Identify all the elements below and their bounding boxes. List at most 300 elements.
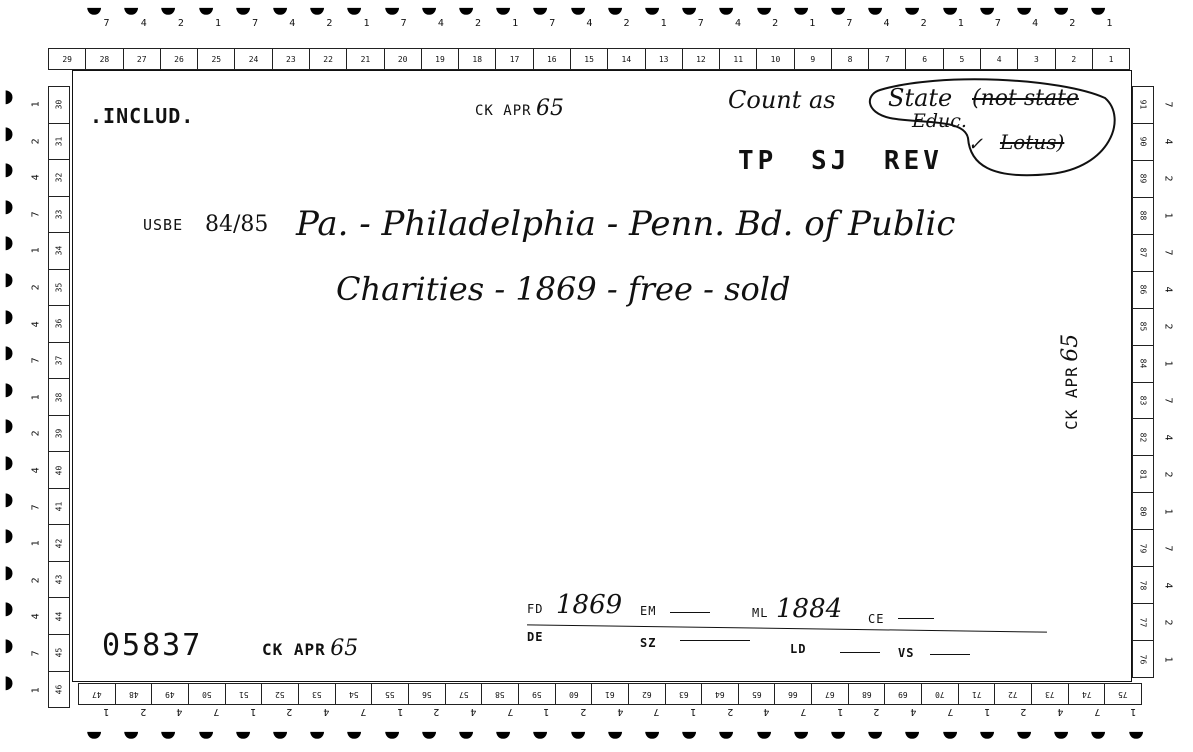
ck-stamp-top [475, 96, 564, 121]
bottom-code: 1 [837, 706, 844, 717]
bottom-number-cell [849, 683, 886, 705]
bottom-number-cell-label: 56 [421, 689, 432, 699]
top-notch-icon: ◗ [159, 6, 181, 16]
top-number-cell-label: 10 [770, 54, 781, 64]
top-code: 2 [772, 18, 779, 29]
top-notch-icon: ◗ [1089, 6, 1111, 16]
bottom-code: 7 [653, 706, 660, 717]
right-code: 1 [1162, 212, 1174, 219]
bottom-notch-icon: ◗ [270, 730, 292, 740]
bottom-number-cell-label: 55 [385, 689, 395, 699]
note-check: ✓ [968, 134, 984, 155]
top-notch-icon: ◗ [382, 6, 404, 16]
top-code: 1 [512, 18, 519, 29]
right-code: 2 [1162, 619, 1174, 626]
top-number-cell [646, 48, 683, 70]
ck-stamp-bottom-year: 65 [330, 636, 359, 661]
bottom-number-cell-label: 49 [165, 689, 175, 699]
sz-line [680, 640, 750, 641]
left-code: 1 [30, 540, 42, 547]
bottom-notch-icon: ◗ [382, 730, 404, 740]
left-number-cell-label: 39 [54, 428, 64, 439]
bottom-notch-icon: ◗ [679, 730, 701, 740]
top-number-cell [124, 48, 161, 70]
bottom-notch-icon: ◗ [493, 730, 515, 740]
top-notch-icon: ◗ [270, 6, 292, 16]
bottom-code: 7 [1093, 706, 1100, 717]
bottom-code: 1 [250, 706, 257, 717]
top-code: 4 [289, 18, 296, 29]
bottom-number-cell-label: 54 [348, 689, 359, 699]
top-number-cell-label: 2 [1071, 54, 1077, 64]
bottom-code: 1 [543, 706, 550, 717]
bottom-code: 7 [800, 706, 807, 717]
right-code: 2 [1162, 323, 1174, 330]
ce-label: CE [868, 612, 885, 626]
bottom-number-cell [959, 683, 996, 705]
left-notch-icon: ◗ [4, 195, 14, 217]
left-code-column [28, 86, 44, 708]
right-code: 1 [1162, 656, 1174, 663]
top-code: 4 [734, 18, 741, 29]
bottom-number-cell [299, 683, 336, 705]
left-code: 4 [30, 174, 42, 181]
bottom-number-cell-label: 47 [92, 689, 102, 699]
top-code: 1 [809, 18, 816, 29]
top-number-cell-label: 4 [996, 54, 1002, 64]
left-number-cell-label: 30 [54, 99, 64, 110]
right-number-cell-label: 80 [1138, 506, 1148, 517]
right-code: 7 [1162, 249, 1174, 256]
top-notch-icon: ◗ [828, 6, 850, 16]
top-number-cell-label: 22 [323, 54, 333, 64]
top-notch-icon: ◗ [1014, 6, 1036, 16]
top-number-cell [161, 48, 198, 70]
bottom-code: 7 [213, 706, 220, 717]
top-notch-icon: ◗ [531, 6, 553, 16]
bottom-number-cell-label: 65 [751, 689, 762, 699]
top-number-cell-label: 19 [435, 54, 445, 64]
top-number-cell-label: 29 [62, 54, 72, 64]
bottom-number-cell-label: 74 [1081, 689, 1092, 699]
top-notch-icon: ◗ [903, 6, 925, 16]
bottom-number-cell [1032, 683, 1069, 705]
top-code: 7 [252, 18, 259, 29]
top-number-cell [1093, 48, 1130, 70]
de-label: DE [527, 630, 544, 644]
top-number-cell [1056, 48, 1093, 70]
bottom-code: 1 [396, 706, 403, 717]
top-code: 2 [920, 18, 927, 29]
bottom-notch-icon: ◗ [159, 730, 181, 740]
ck-stamp-top-year: 65 [536, 96, 565, 121]
left-notch-icon: ◗ [4, 86, 14, 107]
typed-codes: TP SJ REV [738, 146, 943, 176]
bottom-number-cell-label: 66 [788, 689, 799, 699]
bottom-number-cell [1105, 683, 1142, 705]
top-code: 1 [1106, 18, 1113, 29]
left-number-cell-label: 45 [54, 647, 64, 658]
top-code: 4 [586, 18, 593, 29]
top-number-cell [422, 48, 459, 70]
top-number-cell-label: 7 [884, 54, 890, 64]
top-notch-icon: ◗ [754, 6, 776, 16]
bottom-number-cell-label: 62 [641, 689, 652, 699]
left-code: 7 [30, 357, 42, 364]
bottom-number-cell [592, 683, 629, 705]
include-stamp: .INCLUD. [90, 104, 195, 128]
top-notch-icon: ◗ [1051, 6, 1073, 16]
bottom-number-cell [78, 683, 116, 705]
top-code: 1 [363, 18, 370, 29]
left-code: 1 [30, 686, 42, 693]
entry-line-2: Charities - 1869 - free - sold [336, 270, 791, 308]
left-notch-icon: ◗ [4, 452, 14, 473]
bottom-number-cell [666, 683, 703, 705]
bottom-code: 2 [873, 706, 880, 717]
left-code: 7 [30, 650, 42, 657]
bottom-number-cell [336, 683, 373, 705]
left-code: 2 [30, 284, 42, 291]
left-number-cell-label: 34 [54, 246, 64, 256]
usbe-number: 84/85 [205, 212, 269, 237]
left-number-cell-label: 31 [54, 136, 64, 147]
left-code: 7 [30, 503, 42, 510]
sz-label: SZ [640, 636, 657, 650]
ld-line [840, 652, 880, 653]
vs-label: VS [898, 646, 915, 660]
entry-line-1: Pa. - Philadelphia - Penn. Bd. of Public [296, 204, 956, 244]
top-code: 7 [697, 18, 704, 29]
right-number-cell-label: 87 [1138, 247, 1148, 258]
bottom-number-cell [995, 683, 1032, 705]
ck-stamp-bottom-text: CK APR [262, 640, 326, 659]
top-notch-icon: ◗ [568, 6, 590, 16]
left-code: 2 [30, 137, 42, 144]
right-code: 1 [1162, 508, 1174, 515]
bottom-notch-icon: ◗ [345, 730, 367, 740]
bottom-number-cell-label: 64 [715, 689, 725, 699]
bottom-notch-icon: ◗ [828, 730, 850, 740]
bottom-code: 4 [1057, 706, 1064, 717]
left-notch-icon: ◗ [4, 232, 14, 254]
ml-value: 1884 [776, 594, 843, 624]
bottom-notch-icon: ◗ [1014, 730, 1036, 740]
left-number-cell-label: 40 [54, 465, 64, 475]
bottom-notch-icon: ◗ [531, 730, 553, 740]
bottom-notch-icon: ◗ [1126, 730, 1148, 740]
vs-line [930, 654, 970, 655]
right-number-cell-label: 82 [1138, 432, 1148, 443]
top-code: 1 [660, 18, 667, 29]
left-code: 7 [30, 211, 42, 218]
top-number-cell [683, 48, 720, 70]
bottom-notch-icon: ◗ [233, 730, 255, 740]
note-not-state: (not state [972, 86, 1079, 111]
top-number-cell [832, 48, 869, 70]
bottom-number-cell-label: 51 [238, 689, 249, 699]
left-number-cell-label: 41 [54, 501, 64, 512]
bottom-code-row [88, 706, 1152, 717]
top-number-cell-label: 6 [922, 54, 928, 64]
left-notch-icon: ◗ [4, 159, 14, 181]
bottom-notch-icon: ◗ [865, 730, 887, 740]
left-notch-icon: ◗ [4, 415, 14, 437]
bottom-number-cell [922, 683, 959, 705]
bottom-number-cell-label: 60 [568, 689, 579, 699]
top-number-cell [795, 48, 832, 70]
note-struck: Lotus) [1000, 130, 1065, 154]
bottom-number-cell [409, 683, 446, 705]
bottom-number-cell [556, 683, 593, 705]
left-notch-icon: ◗ [4, 488, 14, 510]
right-number-cell-label: 86 [1138, 284, 1148, 295]
bottom-code: 4 [470, 706, 477, 717]
bottom-number-cell [262, 683, 299, 705]
bottom-number-cell [739, 683, 776, 705]
em-line [670, 612, 710, 613]
left-number-cell-label: 46 [54, 684, 64, 695]
right-code: 4 [1162, 434, 1174, 441]
top-notch-icon: ◗ [456, 6, 478, 16]
top-number-cell-label: 25 [211, 54, 222, 64]
bottom-notch-icon: ◗ [568, 730, 590, 740]
top-code: 7 [846, 18, 853, 29]
top-notch-icon: ◗ [307, 6, 329, 16]
top-number-cell [1018, 48, 1055, 70]
top-code: 4 [437, 18, 444, 29]
top-number-cell-label: 3 [1034, 54, 1039, 64]
side-stamp-text: CK APR [1062, 366, 1081, 430]
bottom-code: 1 [103, 706, 110, 717]
top-notch-icon: ◗ [233, 6, 255, 16]
bottom-number-cell-label: 53 [311, 689, 322, 699]
bottom-number-cell-label: 69 [898, 689, 909, 699]
bottom-number-cell-label: 73 [1045, 689, 1055, 699]
bottom-number-cell [812, 683, 849, 705]
top-number-cell-label: 15 [584, 54, 594, 64]
top-notch-icon: ◗ [345, 6, 367, 16]
top-number-cell-label: 17 [509, 54, 520, 64]
bottom-code: 4 [616, 706, 623, 717]
left-notch-icon: ◗ [4, 598, 14, 620]
left-number-cell-label: 42 [54, 538, 64, 548]
bottom-number-cell-label: 59 [531, 689, 542, 699]
top-code: 7 [103, 18, 110, 29]
top-number-cell-label: 16 [546, 54, 557, 64]
right-number-cell-label: 84 [1138, 358, 1148, 369]
left-code: 4 [30, 320, 42, 327]
right-number-cell-label: 78 [1138, 580, 1148, 590]
top-number-cell [981, 48, 1018, 70]
top-notch-icon: ◗ [121, 6, 143, 16]
bottom-number-cell-label: 58 [495, 689, 505, 699]
top-notch-icon: ◗ [642, 6, 664, 16]
top-code: 2 [177, 18, 184, 29]
bottom-number-cell [482, 683, 519, 705]
top-number-cell [385, 48, 422, 70]
bottom-number-cell [629, 683, 666, 705]
top-notch-icon: ◗ [717, 6, 739, 16]
bottom-code: 2 [433, 706, 440, 717]
bottom-number-cell-label: 75 [1118, 689, 1129, 699]
top-number-cell-label: 8 [847, 54, 853, 64]
bottom-code: 1 [1130, 706, 1137, 717]
top-notch-icon: ◗ [196, 6, 218, 16]
bottom-number-cell-label: 71 [971, 689, 982, 699]
top-number-cell [86, 48, 123, 70]
right-number-cell-label: 91 [1138, 100, 1148, 110]
bottom-code: 2 [1020, 706, 1027, 717]
left-number-cell-label: 32 [54, 173, 64, 183]
left-number-cell-label: 43 [54, 574, 64, 585]
usbe-label: USBE [143, 216, 184, 234]
right-number-cell-label: 89 [1138, 174, 1148, 184]
top-number-cell-label: 12 [696, 54, 706, 64]
note-state: State [888, 84, 953, 112]
left-number-cell-label: 37 [54, 355, 64, 366]
bottom-notch-icon: ◗ [605, 730, 627, 740]
top-notch-icon: ◗ [865, 6, 887, 16]
top-code: 2 [474, 18, 481, 29]
top-number-cell [273, 48, 310, 70]
top-number-cell [48, 48, 86, 70]
right-number-cell-label: 83 [1138, 395, 1148, 406]
ce-line [898, 618, 934, 619]
left-notch-icon: ◗ [4, 561, 14, 583]
bottom-code: 4 [176, 706, 183, 717]
bottom-notch-icon: ◗ [977, 730, 999, 740]
left-notch-icon: ◗ [4, 378, 14, 400]
right-code: 4 [1162, 582, 1174, 589]
bottom-number-cell-label: 67 [825, 689, 835, 699]
top-number-cell [347, 48, 384, 70]
top-notch-icon: ◗ [940, 6, 962, 16]
bottom-code: 4 [910, 706, 917, 717]
bottom-notch-icon: ◗ [196, 730, 218, 740]
top-number-cell-label: 24 [248, 54, 259, 64]
bottom-code: 4 [763, 706, 770, 717]
left-code: 1 [30, 394, 42, 401]
top-number-cell-label: 26 [174, 54, 184, 64]
left-number-cell-label: 35 [54, 282, 64, 293]
right-code: 7 [1162, 397, 1174, 404]
bottom-number-cell-label: 68 [861, 689, 872, 699]
bottom-number-cell [226, 683, 263, 705]
bottom-code: 2 [286, 706, 293, 717]
top-number-cell-label: 11 [733, 54, 744, 64]
top-code: 2 [326, 18, 333, 29]
top-number-cell [571, 48, 608, 70]
right-number-cell-label: 77 [1138, 617, 1148, 627]
ck-stamp-bottom [262, 636, 358, 661]
bottom-notch-icon: ◗ [791, 730, 813, 740]
top-number-cell-label: 28 [99, 54, 110, 64]
bottom-number-cell-label: 48 [128, 689, 139, 699]
top-code: 1 [214, 18, 221, 29]
left-notch-icon: ◗ [4, 269, 14, 290]
bottom-notch-icon: ◗ [307, 730, 329, 740]
bottom-notch-icon: ◗ [121, 730, 143, 740]
bottom-notch-icon: ◗ [1051, 730, 1073, 740]
ld-label: LD [790, 642, 807, 656]
side-stamp [1058, 334, 1083, 430]
left-number-cell-label: 38 [54, 392, 64, 402]
right-code: 1 [1162, 360, 1174, 367]
record-number: 05837 [102, 628, 203, 663]
em-label: EM [640, 604, 657, 618]
bottom-number-cell-label: 72 [1008, 689, 1019, 699]
top-number-cell-label: 9 [810, 54, 816, 64]
top-number-cell [944, 48, 981, 70]
note-count-as: Count as [728, 86, 836, 114]
bottom-notch-icon: ◗ [754, 730, 776, 740]
bottom-number-cell [116, 683, 153, 705]
ml-label: ML [752, 606, 769, 620]
top-number-track [48, 48, 1130, 70]
top-code: 4 [140, 18, 147, 29]
top-number-cell-label: 14 [621, 54, 632, 64]
bottom-code: 7 [947, 706, 954, 717]
right-number-cell-label: 81 [1138, 469, 1148, 480]
top-number-cell [906, 48, 943, 70]
bottom-code: 2 [140, 706, 147, 717]
bottom-number-cell [519, 683, 556, 705]
top-number-cell [757, 48, 794, 70]
left-notch-icon: ◗ [4, 305, 14, 327]
bottom-notch-icon: ◗ [456, 730, 478, 740]
bottom-notch-icon: ◗ [940, 730, 962, 740]
left-notch-icon: ◗ [4, 122, 14, 144]
top-number-cell [608, 48, 645, 70]
top-number-cell [720, 48, 757, 70]
top-code: 2 [1069, 18, 1076, 29]
bottom-code: 2 [580, 706, 587, 717]
bottom-notch-icon: ◗ [642, 730, 664, 740]
top-number-cell-label: 5 [959, 54, 965, 64]
left-notch-icon: ◗ [4, 342, 14, 364]
bottom-number-cell [372, 683, 409, 705]
bottom-number-track [78, 683, 1142, 705]
top-code: 7 [549, 18, 556, 29]
top-number-cell [496, 48, 533, 70]
right-code: 2 [1162, 175, 1174, 182]
top-notch-icon: ◗ [977, 6, 999, 16]
right-number-cell-label: 88 [1138, 210, 1148, 221]
right-code: 7 [1162, 101, 1174, 108]
left-number-cell-label: 36 [54, 319, 64, 329]
top-number-cell [534, 48, 571, 70]
top-code: 2 [623, 18, 630, 29]
left-code: 2 [30, 577, 42, 584]
fd-label: FD [527, 602, 544, 616]
left-number-cell-label: 33 [54, 209, 64, 220]
right-code: 4 [1162, 286, 1174, 293]
top-code: 1 [957, 18, 964, 29]
bottom-code: 1 [690, 706, 697, 717]
bottom-code: 2 [727, 706, 734, 717]
top-number-cell-label: 1 [1108, 54, 1114, 64]
top-number-cell-label: 21 [360, 54, 371, 64]
bottom-number-cell [702, 683, 739, 705]
bottom-number-cell [1069, 683, 1106, 705]
right-number-cell-label: 76 [1138, 654, 1148, 664]
top-number-cell-label: 23 [286, 54, 296, 64]
bottom-number-cell-label: 61 [605, 689, 615, 699]
bottom-number-cell-label: 50 [201, 689, 212, 699]
top-number-cell [198, 48, 235, 70]
bottom-number-cell-label: 52 [275, 689, 285, 699]
